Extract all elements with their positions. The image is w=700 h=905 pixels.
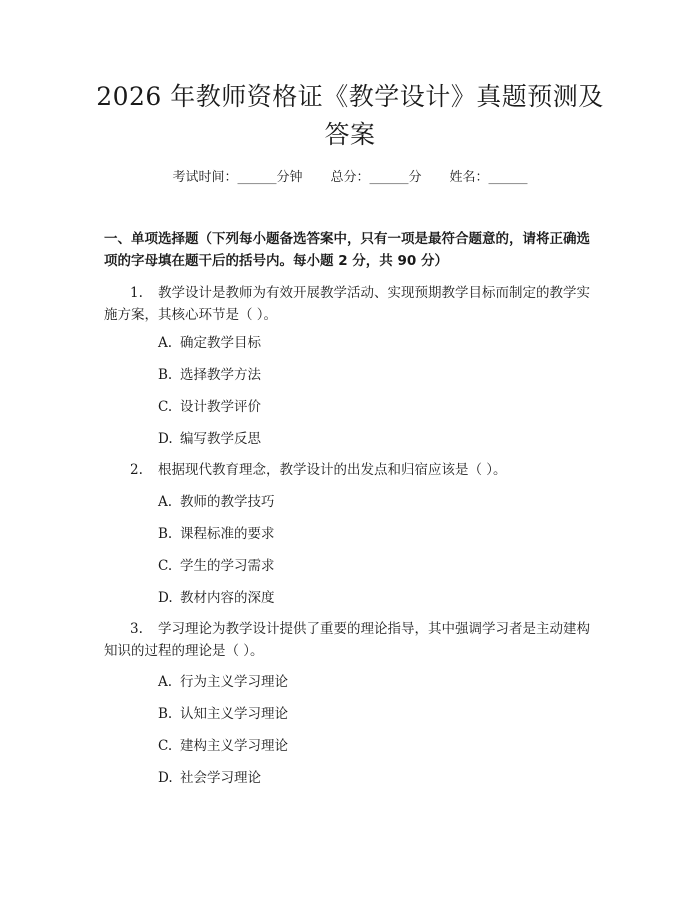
question-stem: 学习理论为教学设计提供了重要的理论指导，其中强调学习者是主动建构知识的过程的理论是（ ）。 [104,621,590,659]
option-text: 确定教学目标 [180,335,261,351]
option-text: 认知主义学习理论 [180,706,288,722]
option-1b [158,365,261,385]
question-stem: 教学设计是教师为有效开展教学活动、实现预期教学目标而制定的教学实施方案，其核心环节是（ ）。 [104,285,590,323]
question-3 [104,618,598,662]
option-letter: D. [158,431,173,447]
question-number: 3. [130,621,143,637]
option-3c [158,736,288,756]
option-letter: A. [158,494,173,510]
exam-time: 考试时间：______分钟 [172,170,303,185]
option-1d [158,429,261,449]
exam-name: 姓名：______ [449,170,528,185]
option-letter: A. [158,674,173,690]
option-1a [158,333,261,353]
option-letter: B. [158,367,173,383]
option-3d [158,768,261,788]
option-2c [158,556,275,576]
option-2d [158,588,275,608]
option-text: 教师的教学技巧 [180,494,275,510]
option-1c [158,397,261,417]
section-heading: 一、单项选择题（下列每小题备选答案中，只有一项是最符合题意的，请将正确选项的字母填在题干后的括号内。每小题 2 分，共 90 分） [104,231,590,269]
option-text: 教材内容的深度 [180,590,275,606]
option-letter: B. [158,526,173,542]
option-letter: D. [158,590,173,606]
question-2 [104,459,598,481]
question-stem: 根据现代教育理念，教学设计的出发点和归宿应该是（ ）。 [158,462,507,478]
option-text: 课程标准的要求 [180,526,275,542]
option-letter: A. [158,335,173,351]
option-text: 学生的学习需求 [180,558,275,574]
option-text: 社会学习理论 [180,770,261,786]
page-title: 2026 年教师资格证《教学设计》真题预测及答案 [96,82,604,149]
option-letter: C. [158,738,173,754]
exam-meta [0,168,700,188]
exam-score: 总分：______分 [330,170,422,185]
option-text: 行为主义学习理论 [180,674,288,690]
option-2a [158,492,275,512]
option-3b [158,704,288,724]
option-letter: C. [158,558,173,574]
question-number: 2. [130,462,143,478]
question-1 [104,282,598,326]
option-letter: C. [158,399,173,415]
option-text: 选择教学方法 [180,367,261,383]
option-3a [158,672,288,692]
option-letter: D. [158,770,173,786]
option-2b [158,524,275,544]
option-text: 建构主义学习理论 [180,738,288,754]
option-text: 设计教学评价 [180,399,261,415]
option-letter: B. [158,706,173,722]
option-text: 编写教学反思 [180,431,261,447]
question-number: 1. [130,285,143,301]
